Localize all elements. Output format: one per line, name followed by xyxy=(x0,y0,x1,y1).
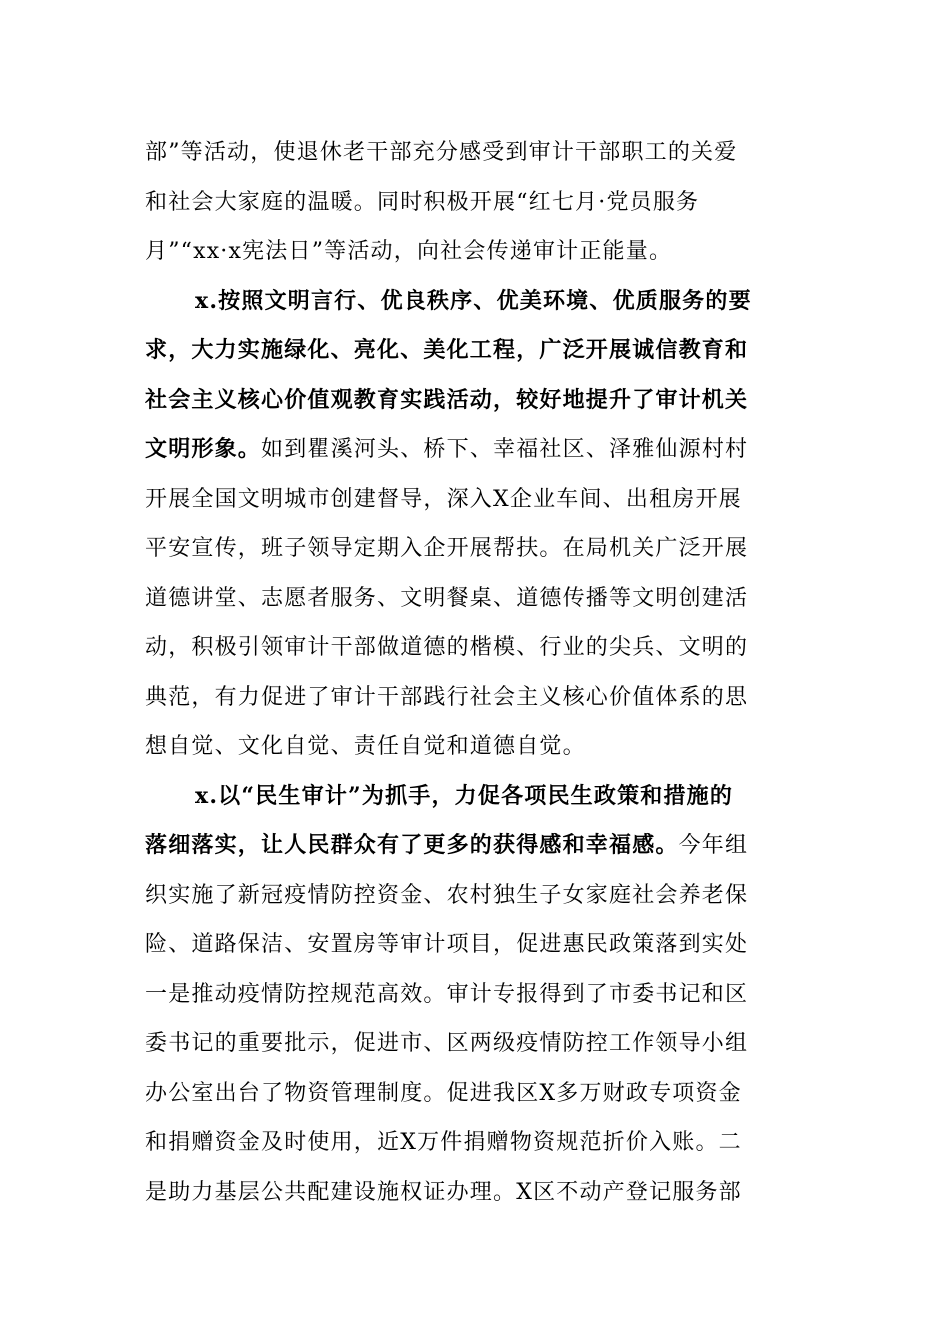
text-line xyxy=(145,871,810,921)
text-line xyxy=(145,326,810,376)
text-run: 织实施了新冠疫情防控资金、农村独生子女家庭社会养老保 xyxy=(145,882,749,908)
text-line xyxy=(145,722,810,772)
text-run: 险、道路保洁、安置房等审计项目，促进惠民政策落到实处 xyxy=(145,932,749,957)
text-run: 委书记的重要批示，促进市、区两级疫情防控工作领导小组 xyxy=(145,1031,749,1056)
text-run: 和捐赠资金及时使用，近X万件捐赠物资规范折价入账。二 xyxy=(145,1130,742,1155)
text-line xyxy=(145,574,810,624)
text-line xyxy=(145,128,810,178)
text-line xyxy=(145,673,810,723)
text-line xyxy=(145,524,810,574)
text-line xyxy=(145,970,810,1020)
text-line xyxy=(145,1019,810,1069)
bold-text-run: 社会主义核心价值观教育实践活动，较好地提升了审计机关 xyxy=(145,386,749,413)
text-line xyxy=(145,1118,810,1168)
bold-text-run: x.以“民生审计”为抓手，力促各项民生政策和措施的 xyxy=(195,782,734,809)
text-run: 平安宣传，班子领导定期入企开展帮扶。在局机关广泛开展 xyxy=(145,536,749,561)
text-run: 典范，有力促进了审计干部践行社会主义核心价值体系的思 xyxy=(145,684,749,710)
text-line xyxy=(145,623,810,673)
paragraph-heading-line xyxy=(145,772,810,822)
text-line xyxy=(145,821,810,871)
text-line xyxy=(145,920,810,970)
text-line xyxy=(145,1069,810,1119)
text-line xyxy=(145,475,810,525)
text-line xyxy=(145,1168,810,1218)
text-run: 一是推动疫情防控规范高效。审计专报得到了市委书记和区 xyxy=(145,981,749,1007)
text-run: 开展全国文明城市创建督导，深入X企业车间、出租房开展 xyxy=(145,486,742,512)
text-line xyxy=(145,227,810,277)
text-run: 想自觉、文化自觉、责任自觉和道德自觉。 xyxy=(145,734,586,759)
text-run: 动，积极引领审计干部做道德的楷模、行业的尖兵、文明的 xyxy=(145,635,749,660)
text-run: 道德讲堂、志愿者服务、文明餐桌、道德传播等文明创建活 xyxy=(145,585,749,611)
paragraph-heading-line xyxy=(145,277,810,327)
bold-text-run: x.按照文明言行、优良秩序、优美环境、优质服务的要 xyxy=(195,287,752,314)
text-run: 月”“xx·x宪法日”等活动，向社会传递审计正能量。 xyxy=(145,239,673,264)
text-line xyxy=(145,178,810,228)
bold-text-run: 文明形象。 xyxy=(145,436,262,462)
document-body xyxy=(145,128,810,1217)
text-run: 如到瞿溪河头、桥下、幸福社区、泽雅仙源村村 xyxy=(261,437,749,462)
text-line xyxy=(145,376,810,426)
text-run: 是助力基层公共配建设施权证办理。X区不动产登记服务部 xyxy=(145,1179,742,1205)
bold-text-run: 落细落实，让人民群众有了更多的获得感和幸福感。 xyxy=(145,832,679,858)
text-run: 和社会大家庭的温暖。同时积极开展“红七月·党员服务 xyxy=(145,189,700,215)
text-run: 部”等活动，使退休老干部充分感受到审计干部职工的关爱 xyxy=(145,140,738,165)
text-line xyxy=(145,425,810,475)
text-run: 办公室出台了物资管理制度。促进我区X多万财政专项资金 xyxy=(145,1080,742,1106)
bold-text-run: 求，大力实施绿化、亮化、美化工程，广泛开展诚信教育和 xyxy=(145,337,749,363)
text-run: 今年组 xyxy=(678,833,749,858)
